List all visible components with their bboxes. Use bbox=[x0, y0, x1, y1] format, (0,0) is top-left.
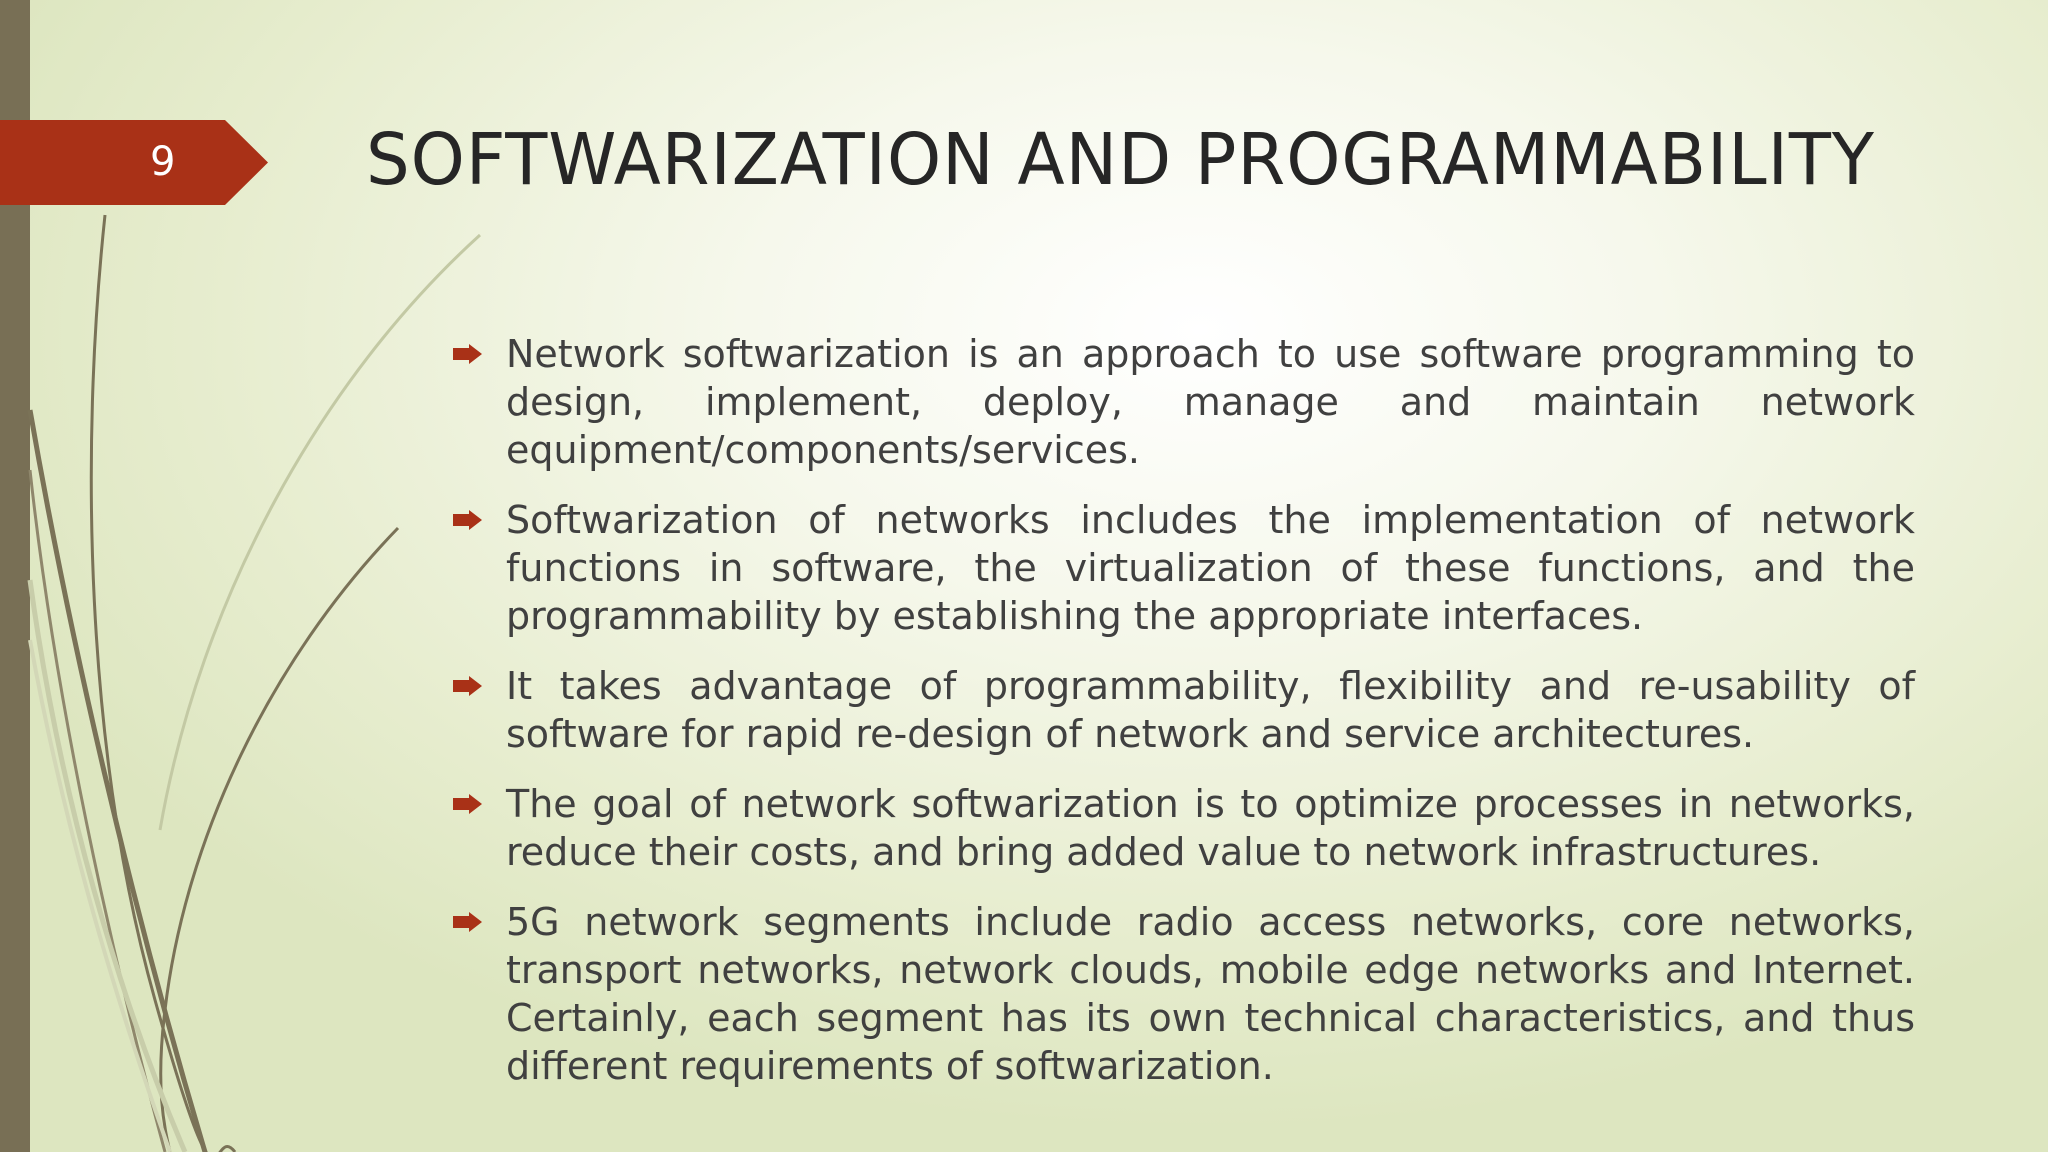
bullet-text: The goal of network softwarization is to optimize processes in networks, reduce their costs, and bring added value to network infrastructures. bbox=[506, 782, 1915, 874]
slide-title: SOFTWARIZATION AND PROGRAMMABILITY bbox=[366, 118, 1875, 201]
bullet-text: Network softwarization is an approach to use software programming to design, implement, deploy, manage and maintain network equipment/components/services. bbox=[506, 332, 1915, 472]
slide-number: 9 bbox=[150, 139, 176, 185]
bullet-text: Softwarization of networks includes the implementation of network functions in software, the virtualization of these functions, and the programmability by establishing the appropriate interfaces. bbox=[506, 498, 1915, 638]
bullet-list bbox=[450, 330, 1915, 1112]
arrow-bullet-icon bbox=[451, 675, 483, 697]
arrow-bullet-icon bbox=[451, 509, 483, 531]
bullet-item bbox=[450, 898, 1915, 1090]
bullet-item bbox=[450, 496, 1915, 640]
arrow-bullet-icon bbox=[451, 793, 483, 815]
slide-number-tab bbox=[0, 120, 270, 205]
bullet-item bbox=[450, 780, 1915, 876]
bullet-item bbox=[450, 330, 1915, 474]
bullet-text: 5G network segments include radio access networks, core networks, transport networks, network clouds, mobile edge networks and Internet. Certainly, each segment has its own technical characteristics, and thus different requirements of softwarization. bbox=[506, 900, 1915, 1088]
bullet-item bbox=[450, 662, 1915, 758]
arrow-bullet-icon bbox=[451, 911, 483, 933]
bullet-text: It takes advantage of programmability, flexibility and re-usability of software for rapid re-design of network and service architectures. bbox=[506, 664, 1915, 756]
arrow-bullet-icon bbox=[451, 343, 483, 365]
